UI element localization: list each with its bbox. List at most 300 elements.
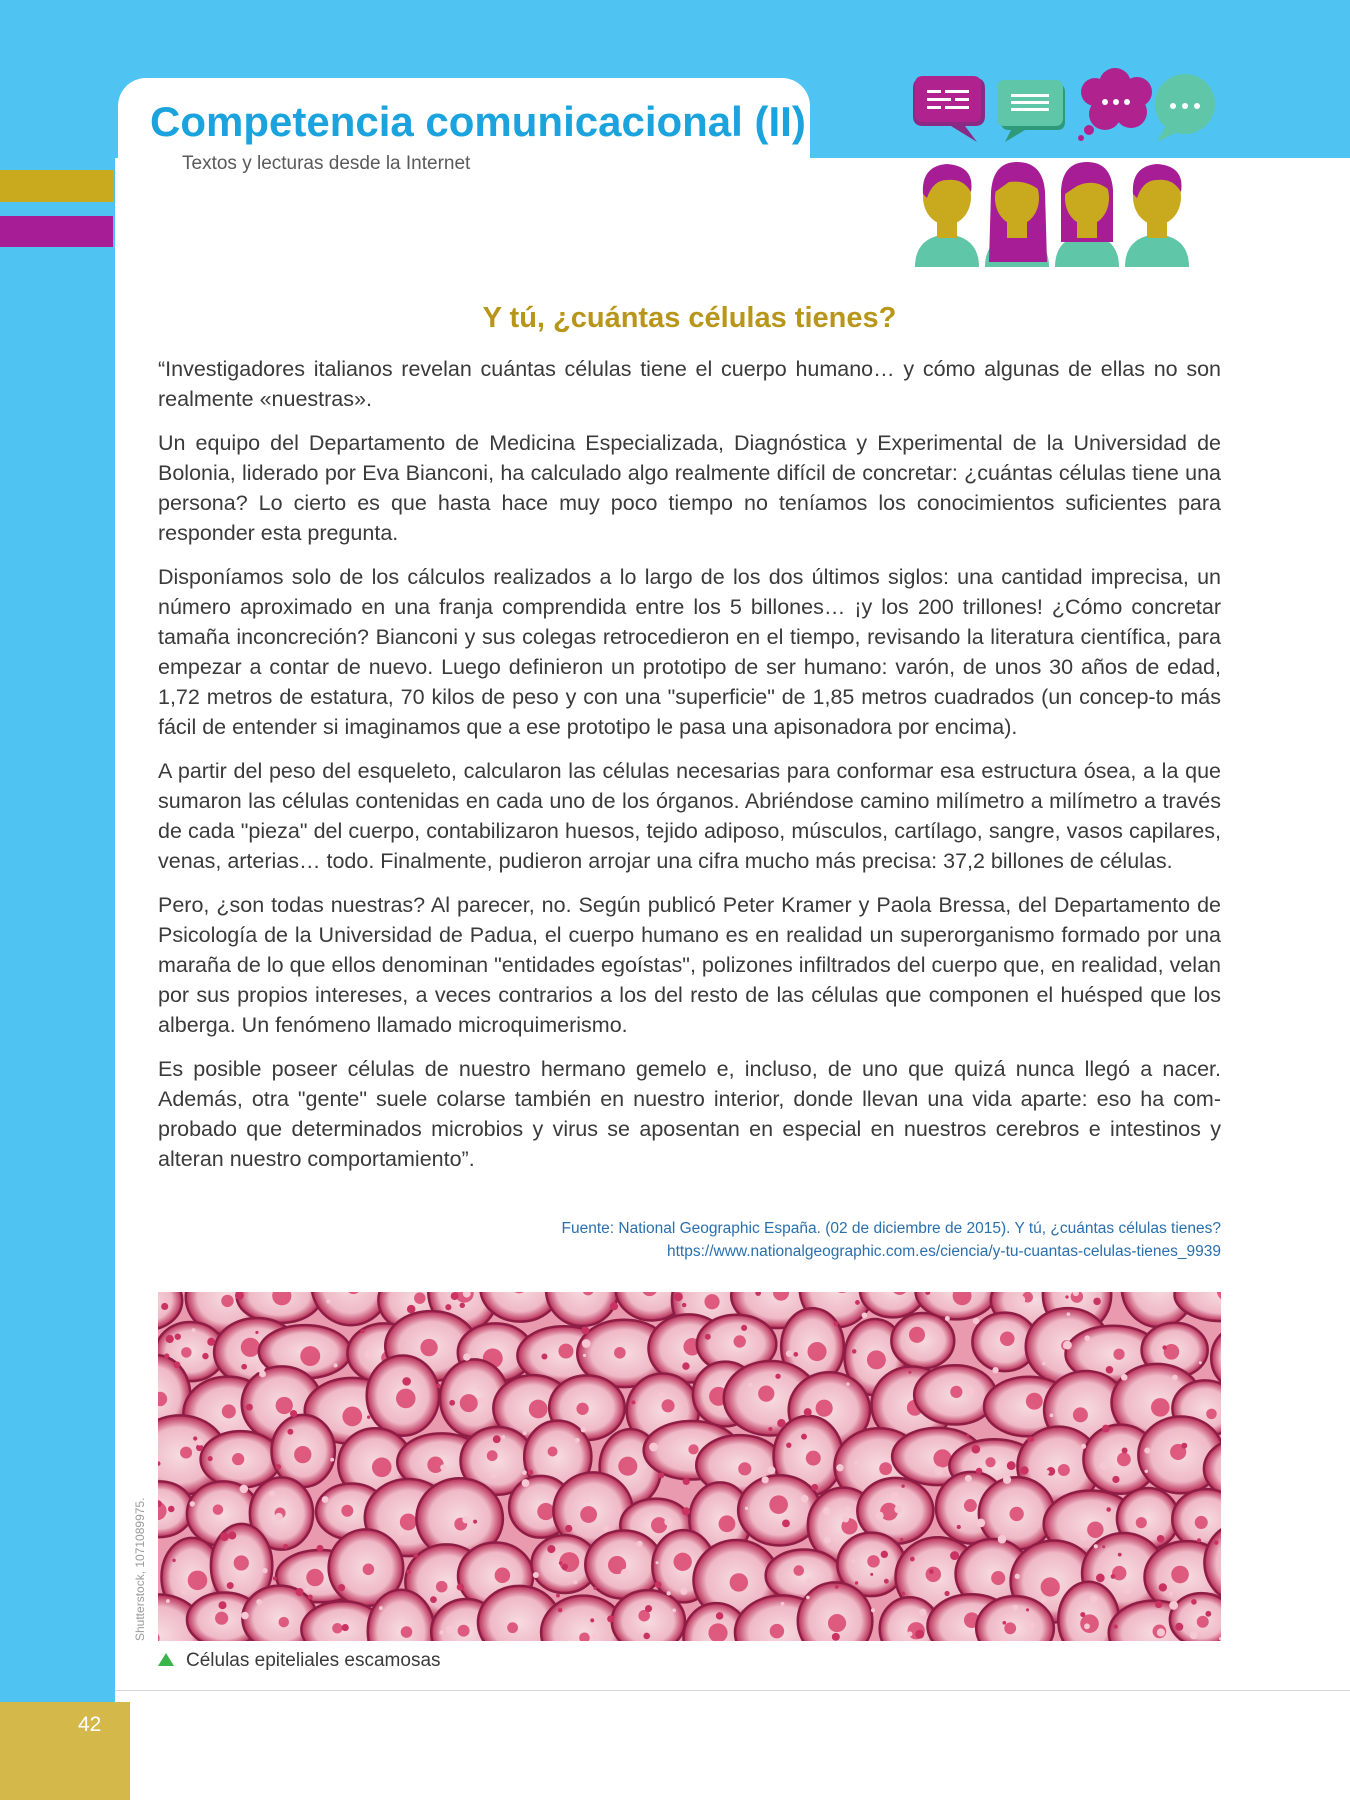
speck bbox=[1084, 1623, 1090, 1629]
speck bbox=[1111, 1574, 1116, 1579]
cell-nucleus bbox=[294, 1446, 311, 1463]
speck bbox=[919, 1609, 926, 1616]
speck bbox=[811, 1484, 818, 1491]
cell-nucleus bbox=[1113, 1349, 1124, 1360]
speck bbox=[682, 1507, 690, 1515]
speck bbox=[1094, 1544, 1098, 1548]
speck bbox=[208, 1456, 213, 1461]
speck bbox=[876, 1512, 884, 1520]
speck bbox=[364, 1351, 372, 1359]
cell-nucleus bbox=[909, 1327, 925, 1343]
cell-nucleus bbox=[1041, 1577, 1060, 1596]
cell-nucleus bbox=[614, 1347, 626, 1359]
cell-nucleus bbox=[276, 1397, 293, 1414]
speck bbox=[1124, 1587, 1131, 1594]
speck bbox=[649, 1443, 658, 1452]
speck bbox=[590, 1618, 594, 1622]
speck bbox=[1197, 1538, 1201, 1542]
speck bbox=[823, 1507, 831, 1515]
cell-nucleus bbox=[1206, 1409, 1217, 1420]
speck bbox=[801, 1434, 807, 1440]
cell-nucleus bbox=[1010, 1507, 1024, 1521]
speck bbox=[193, 1436, 197, 1440]
speck bbox=[852, 1349, 856, 1353]
speck bbox=[262, 1568, 267, 1573]
speck bbox=[793, 1352, 798, 1357]
speck bbox=[1121, 1374, 1128, 1381]
speck bbox=[451, 1292, 459, 1300]
speck bbox=[440, 1464, 446, 1470]
speck bbox=[786, 1350, 793, 1357]
cell-nucleus bbox=[1058, 1464, 1070, 1476]
speck bbox=[256, 1364, 265, 1373]
speck bbox=[406, 1570, 411, 1575]
chat-bubbles-icon bbox=[913, 68, 1215, 142]
cell-pattern bbox=[158, 1292, 1221, 1641]
speck bbox=[1080, 1612, 1085, 1617]
speck bbox=[656, 1561, 659, 1564]
speck bbox=[1191, 1599, 1197, 1605]
speck bbox=[658, 1392, 666, 1400]
speck bbox=[855, 1300, 860, 1305]
speck bbox=[908, 1371, 911, 1374]
cell-nucleus bbox=[730, 1573, 748, 1591]
cell-nucleus bbox=[580, 1506, 597, 1523]
cell-nucleus bbox=[460, 1394, 478, 1412]
cell-nucleus bbox=[279, 1617, 290, 1628]
speck bbox=[367, 1416, 370, 1419]
speck bbox=[583, 1354, 586, 1357]
cell-nucleus bbox=[529, 1400, 548, 1419]
speck bbox=[775, 1374, 780, 1379]
speck bbox=[231, 1398, 236, 1403]
speck bbox=[884, 1579, 889, 1584]
speck bbox=[1106, 1507, 1111, 1512]
speck bbox=[563, 1364, 567, 1368]
cell-nucleus bbox=[1195, 1516, 1208, 1529]
speck bbox=[457, 1583, 464, 1590]
speck bbox=[338, 1584, 345, 1591]
speck bbox=[1003, 1476, 1011, 1484]
speck bbox=[894, 1505, 902, 1513]
speck bbox=[562, 1564, 568, 1570]
speck bbox=[1050, 1413, 1054, 1417]
cell-nucleus bbox=[332, 1623, 342, 1633]
speck bbox=[402, 1377, 411, 1386]
speck bbox=[1162, 1345, 1166, 1349]
speck bbox=[1122, 1448, 1128, 1454]
cell bbox=[891, 1313, 954, 1368]
speck bbox=[842, 1516, 849, 1523]
speck bbox=[1112, 1476, 1119, 1483]
cell-nucleus bbox=[1117, 1452, 1131, 1466]
speck bbox=[907, 1631, 912, 1636]
speck bbox=[1007, 1461, 1016, 1470]
speck bbox=[1017, 1295, 1026, 1304]
speck bbox=[275, 1464, 281, 1470]
cell-nucleus bbox=[372, 1457, 392, 1477]
cell-nucleus bbox=[1087, 1521, 1103, 1537]
speck bbox=[973, 1318, 980, 1325]
page-subtitle: Textos y lecturas desde la Internet bbox=[182, 153, 471, 174]
cell-nucleus bbox=[950, 1386, 962, 1398]
cell-nucleus bbox=[215, 1612, 228, 1625]
speck bbox=[565, 1525, 572, 1532]
speck bbox=[901, 1484, 904, 1487]
speck bbox=[1080, 1533, 1087, 1540]
cell-nucleus bbox=[181, 1347, 192, 1358]
speck bbox=[603, 1525, 609, 1531]
speck bbox=[910, 1557, 915, 1562]
cell-nucleus bbox=[688, 1444, 698, 1454]
cell-nucleus bbox=[180, 1447, 192, 1459]
speck bbox=[256, 1599, 262, 1605]
speck bbox=[522, 1470, 527, 1475]
cell-nucleus bbox=[559, 1552, 579, 1572]
speck bbox=[1026, 1622, 1034, 1630]
speck bbox=[255, 1331, 258, 1334]
speck bbox=[575, 1438, 580, 1443]
speck bbox=[976, 1468, 983, 1475]
speck bbox=[379, 1606, 383, 1610]
cell-nucleus bbox=[507, 1622, 518, 1633]
speck bbox=[273, 1577, 277, 1581]
speck bbox=[762, 1476, 769, 1483]
speck bbox=[965, 1387, 974, 1396]
speck bbox=[971, 1445, 980, 1454]
cell-nucleus bbox=[1026, 1393, 1043, 1410]
speck bbox=[166, 1335, 174, 1343]
speck bbox=[227, 1582, 234, 1589]
speck bbox=[241, 1612, 249, 1620]
cell-nucleus bbox=[414, 1292, 426, 1304]
speck bbox=[745, 1507, 748, 1510]
speck bbox=[851, 1559, 855, 1563]
speck bbox=[834, 1321, 839, 1326]
speck bbox=[174, 1361, 181, 1368]
speck bbox=[462, 1516, 469, 1523]
speck bbox=[682, 1303, 686, 1307]
speck bbox=[855, 1581, 858, 1584]
speck bbox=[175, 1333, 181, 1339]
speck bbox=[610, 1302, 618, 1310]
speck bbox=[1190, 1631, 1198, 1639]
speck bbox=[533, 1572, 539, 1578]
speck bbox=[1205, 1611, 1211, 1617]
speck bbox=[846, 1382, 850, 1386]
cell-nucleus bbox=[1197, 1616, 1209, 1628]
speck bbox=[1181, 1443, 1187, 1449]
speck bbox=[901, 1592, 905, 1596]
cell-nucleus bbox=[964, 1499, 977, 1512]
speck bbox=[637, 1541, 643, 1547]
speck bbox=[491, 1473, 497, 1479]
speck bbox=[1114, 1625, 1118, 1629]
speck bbox=[768, 1466, 776, 1474]
speck bbox=[556, 1594, 560, 1598]
cell-nucleus bbox=[867, 1350, 886, 1369]
speck bbox=[197, 1439, 204, 1446]
speck bbox=[1081, 1444, 1086, 1449]
cell-nucleus bbox=[495, 1568, 511, 1584]
cell-nucleus bbox=[758, 1386, 774, 1402]
speck bbox=[900, 1538, 903, 1541]
speck bbox=[705, 1334, 711, 1340]
speck bbox=[781, 1602, 785, 1606]
cell-nucleus bbox=[1073, 1407, 1088, 1422]
cell-nucleus bbox=[221, 1295, 233, 1307]
source-url[interactable]: https://www.nationalgeographic.com.es/ciencia/y-tu-cuantas-celulas-tienes_9939 bbox=[667, 1243, 1221, 1260]
speck bbox=[998, 1535, 1007, 1544]
cell-nucleus bbox=[306, 1569, 323, 1586]
figure-caption: Células epiteliales escamosas bbox=[186, 1650, 441, 1671]
speck bbox=[1172, 1375, 1178, 1381]
paragraph: Disponíamos solo de los cálculos realizados a lo largo de los dos últimos siglos: una cantidad imprecisa, un número aproximado en una franja comprendida entre los 5 billones… ¡y los 200 trillones! ¿Cómo concretar tamaña inconcreción? Bianconi y sus colegas retrocedieron en el tiempo, revisando la literatura científica, para empezar a contar de nuevo. Luego definieron un prototipo de ser humano: varón, de unos 30 años de edad, 1,72 metros de estatura, 70 kilos de peso y con una "superficie" de 1,85 metros cuadrados (un concep-to más fácil de entender si imaginamos que a ese prototipo le pasa una apisonadora por encima). bbox=[158, 565, 1221, 739]
speck bbox=[787, 1573, 791, 1577]
speck bbox=[1136, 1567, 1140, 1571]
speck bbox=[166, 1599, 170, 1603]
speck bbox=[436, 1384, 440, 1388]
speck bbox=[786, 1442, 791, 1447]
speck bbox=[944, 1591, 949, 1596]
paragraph: Un equipo del Departamento de Medicina Especializada, Diagnóstica y Experimental de la Universidad de Bolonia, liderado por Eva Bianconi, ha calculado algo realmente difícil de concretar: ¿cuántas células tiene una persona? Lo cierto es que hasta hace muy poco tiempo no teníamos los conocimientos suficientes para responder esta pregunta. bbox=[158, 431, 1221, 545]
speck bbox=[777, 1419, 785, 1427]
page-number-box bbox=[0, 1702, 130, 1800]
paragraph: “Investigadores italianos revelan cuántas células tiene el cuerpo humano… y cómo algunas de ellas no son realmente «nuestras». bbox=[158, 357, 1221, 411]
speck bbox=[407, 1305, 416, 1314]
speck bbox=[317, 1545, 324, 1552]
cell-nucleus bbox=[400, 1514, 417, 1531]
speck bbox=[460, 1303, 465, 1308]
cell-nucleus bbox=[806, 1451, 821, 1466]
speck bbox=[1026, 1608, 1029, 1611]
speck bbox=[241, 1364, 247, 1370]
speck bbox=[445, 1304, 451, 1310]
cell-nucleus bbox=[396, 1389, 416, 1409]
speck bbox=[172, 1559, 175, 1562]
speck bbox=[221, 1425, 228, 1432]
cell-nucleus bbox=[926, 1567, 941, 1582]
cell-nucleus bbox=[1171, 1566, 1189, 1584]
speck bbox=[1035, 1415, 1039, 1419]
cell-nucleus bbox=[793, 1565, 804, 1576]
speck bbox=[806, 1578, 811, 1583]
cell-nucleus bbox=[662, 1399, 675, 1412]
speck bbox=[477, 1385, 482, 1390]
speck bbox=[192, 1328, 196, 1332]
speck bbox=[1067, 1312, 1071, 1316]
speck bbox=[593, 1587, 596, 1590]
speck bbox=[220, 1532, 229, 1541]
speck bbox=[1199, 1361, 1202, 1364]
speck bbox=[296, 1588, 304, 1596]
cell-nucleus bbox=[420, 1339, 437, 1356]
speck bbox=[581, 1427, 587, 1433]
speck bbox=[522, 1479, 530, 1487]
photo-credit: Shutterstock, 1071089975. bbox=[133, 1497, 147, 1641]
cell-nucleus bbox=[188, 1571, 208, 1591]
purple-stripe bbox=[0, 216, 113, 247]
cell-nucleus bbox=[867, 1555, 879, 1567]
speck bbox=[1144, 1447, 1150, 1453]
speck bbox=[218, 1601, 226, 1609]
speck bbox=[1046, 1470, 1050, 1474]
speck bbox=[915, 1630, 924, 1639]
cell-nucleus bbox=[487, 1450, 498, 1461]
speck bbox=[643, 1633, 650, 1640]
speck bbox=[890, 1492, 898, 1500]
speck bbox=[1003, 1621, 1007, 1625]
speck bbox=[269, 1491, 275, 1497]
paragraph: Pero, ¿son todas nuestras? Al parecer, no. Según publicó Peter Kramer y Paola Bressa, del Departamento de Psicología de la Universidad de Padua, el cuerpo humano es en realidad un superorganismo formado por una maraña de lo que ellos denominan "entidades egoístas", polizones infiltrados del cuerpo que, en realidad, velan por sus propios intereses, a veces contrarios a los del resto de las células que componen el huésped que los alberga. Un fenómeno llamado microquimerismo. bbox=[158, 893, 1221, 1037]
speck bbox=[449, 1400, 455, 1406]
cell-nucleus bbox=[879, 1462, 892, 1475]
speck bbox=[439, 1630, 443, 1634]
speck bbox=[1145, 1470, 1148, 1473]
speck bbox=[748, 1382, 753, 1387]
speck bbox=[862, 1312, 868, 1318]
gold-stripe bbox=[0, 170, 113, 202]
article-heading: Y tú, ¿cuántas células tienes? bbox=[482, 302, 897, 334]
cell-nucleus bbox=[234, 1555, 249, 1570]
speck bbox=[832, 1633, 840, 1641]
speck bbox=[308, 1595, 313, 1600]
cell-nucleus bbox=[991, 1571, 1005, 1585]
page-number: 42 bbox=[78, 1713, 102, 1736]
speck bbox=[1042, 1362, 1045, 1365]
cell-nucleus bbox=[558, 1344, 573, 1359]
cell-nucleus bbox=[807, 1342, 826, 1361]
speck bbox=[658, 1472, 664, 1478]
speck bbox=[287, 1429, 293, 1435]
speck bbox=[1157, 1628, 1165, 1636]
speck bbox=[541, 1354, 547, 1360]
speck bbox=[950, 1551, 959, 1560]
speck bbox=[168, 1506, 175, 1513]
left-color-band bbox=[0, 158, 115, 1702]
speck bbox=[871, 1608, 875, 1612]
speck bbox=[965, 1475, 972, 1482]
speck bbox=[246, 1404, 253, 1411]
speck bbox=[966, 1434, 969, 1437]
speck bbox=[502, 1435, 506, 1439]
speck bbox=[957, 1525, 961, 1529]
epithelial-cells-photo bbox=[158, 1292, 1221, 1641]
speck bbox=[683, 1478, 690, 1485]
speck bbox=[1012, 1605, 1018, 1611]
header-illustration bbox=[905, 62, 1225, 272]
speck bbox=[290, 1410, 297, 1417]
cell-nucleus bbox=[537, 1503, 554, 1520]
cell-nucleus bbox=[576, 1403, 588, 1415]
speck bbox=[398, 1529, 404, 1535]
speck bbox=[283, 1544, 288, 1549]
paragraph: A partir del peso del esqueleto, calcularon las células necesarias para conformar esa estructura ósea, a la que sumaron las células contenidas en cada uno de los órganos. Abriéndose camino milímetro a milímetro a través de cada "pieza" del cuerpo, contabilizaron huesos, tejido adiposo, músculos, cartílago, sangre, vasos capilares, venas, arterias… todo. Finalmente, pudieron arrojar una cifra mucho más precisa: 37,2 billones de células. bbox=[158, 759, 1221, 873]
cell-nucleus bbox=[1136, 1517, 1147, 1528]
speck bbox=[478, 1397, 487, 1406]
speck bbox=[1169, 1601, 1178, 1610]
cell-nucleus bbox=[213, 1504, 224, 1515]
speck bbox=[528, 1470, 534, 1476]
cell-nucleus bbox=[427, 1457, 443, 1473]
speck bbox=[547, 1545, 555, 1553]
speck bbox=[645, 1605, 652, 1612]
speck bbox=[1175, 1623, 1183, 1631]
speck bbox=[1102, 1545, 1105, 1548]
speck bbox=[1214, 1540, 1219, 1545]
speck bbox=[929, 1569, 934, 1574]
speck bbox=[824, 1536, 831, 1543]
speck bbox=[582, 1339, 591, 1348]
speck bbox=[342, 1624, 349, 1631]
speck bbox=[801, 1495, 809, 1503]
speck bbox=[164, 1353, 169, 1358]
cell-nucleus bbox=[816, 1400, 833, 1417]
speck bbox=[607, 1615, 614, 1622]
cell-nucleus bbox=[232, 1453, 244, 1465]
speck bbox=[1093, 1298, 1100, 1305]
speck bbox=[870, 1573, 873, 1576]
speck bbox=[161, 1303, 168, 1310]
cell-nucleus bbox=[618, 1457, 637, 1476]
cell-nucleus bbox=[719, 1515, 736, 1532]
cell-nucleus bbox=[651, 1517, 667, 1533]
cell-nucleus bbox=[828, 1614, 846, 1632]
cell-nucleus bbox=[222, 1404, 236, 1418]
speck bbox=[202, 1353, 208, 1359]
speck bbox=[672, 1609, 676, 1613]
speck bbox=[945, 1316, 950, 1321]
speck bbox=[1157, 1535, 1164, 1542]
speck bbox=[190, 1501, 195, 1506]
cell-nucleus bbox=[1004, 1622, 1016, 1634]
cell-nucleus bbox=[341, 1505, 353, 1517]
speck bbox=[836, 1464, 843, 1471]
speck bbox=[326, 1299, 330, 1303]
speck bbox=[228, 1531, 236, 1539]
speck bbox=[446, 1625, 455, 1634]
speck bbox=[1159, 1583, 1167, 1591]
speck bbox=[1118, 1553, 1122, 1557]
speck bbox=[463, 1353, 470, 1360]
speck bbox=[1041, 1597, 1047, 1603]
speck bbox=[1100, 1462, 1108, 1470]
speck bbox=[768, 1427, 772, 1431]
cell-nucleus bbox=[738, 1462, 751, 1475]
speck bbox=[835, 1534, 842, 1541]
speck bbox=[621, 1569, 629, 1577]
cell-nucleus bbox=[1000, 1331, 1015, 1346]
speck bbox=[573, 1580, 577, 1584]
speck bbox=[655, 1581, 662, 1588]
cell-nucleus bbox=[1151, 1398, 1170, 1417]
speck bbox=[782, 1519, 790, 1527]
paragraph: Es posible poseer células de nuestro hermano gemelo e, incluso, de uno que quizá nunca llegó a nacer. Además, otra "gente" suele colarse también en nuestro interior, donde llevan una vida aparte: eso ha com-probado que determinados microbios y virus se aposentan en especial en nuestros cerebros e intestinos y alteran nuestro comportamiento”. bbox=[158, 1057, 1221, 1171]
source-reference: Fuente: National Geographic España. (02 de diciembre de 2015). Y tú, ¿cuántas células tienes? bbox=[561, 1220, 1221, 1237]
cell-nucleus bbox=[770, 1624, 784, 1638]
speck bbox=[1102, 1425, 1110, 1433]
cell-nucleus bbox=[401, 1626, 413, 1638]
speck bbox=[854, 1461, 858, 1465]
speck bbox=[680, 1588, 687, 1595]
speck bbox=[523, 1431, 527, 1435]
speck bbox=[935, 1466, 944, 1475]
speck bbox=[592, 1634, 597, 1639]
cell-nucleus bbox=[241, 1338, 260, 1357]
speck bbox=[322, 1496, 329, 1503]
speck bbox=[330, 1458, 334, 1462]
speck bbox=[992, 1367, 998, 1373]
